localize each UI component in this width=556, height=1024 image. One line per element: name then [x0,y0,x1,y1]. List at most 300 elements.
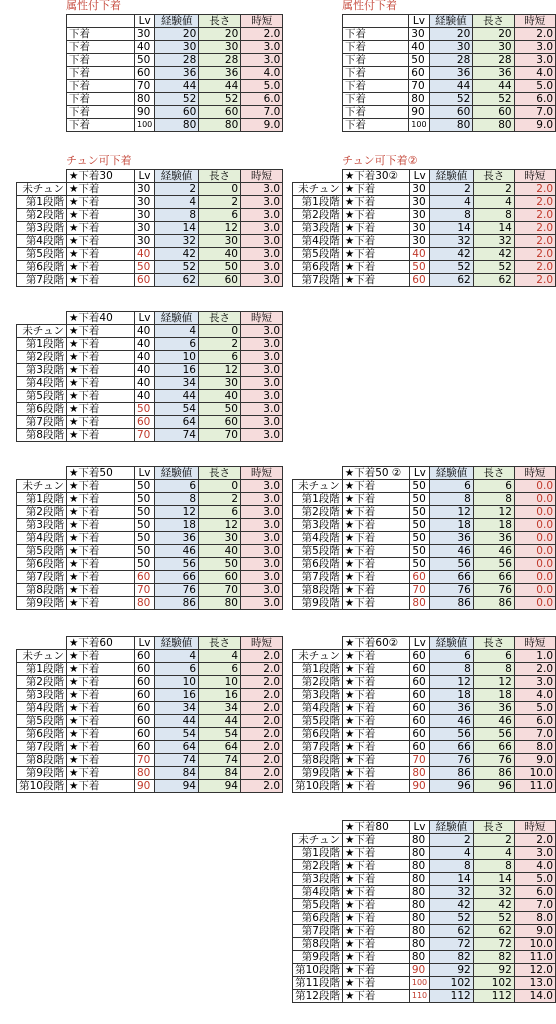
stage-label-cell: 第5段階 [293,899,343,912]
data-table [16,466,283,610]
table-row [293,274,556,287]
exp-cell: 36 [155,67,199,80]
length-cell: 92 [473,964,514,977]
length-cell: 36 [473,67,514,80]
length-cell: 18 [473,519,514,532]
table-row [293,209,556,222]
stage-label-cell: 第1段階 [17,196,67,209]
exp-cell: 94 [155,780,199,793]
exp-cell: 6 [155,663,199,676]
level-cell: 60 [135,689,155,702]
time-cell: 12.0 [514,964,555,977]
exp-cell: 10 [155,676,199,689]
stage-label-cell: 第7段階 [17,741,67,754]
exp-cell: 4 [155,650,199,663]
item-name-cell: ★下着 [67,780,135,793]
header-length: 長さ [473,821,514,834]
header-blank [17,170,67,183]
exp-cell: 30 [155,41,199,54]
length-cell: 54 [199,728,241,741]
stage-label-cell: 第3段階 [293,222,343,235]
item-name-cell: 下着 [67,41,135,54]
data-table [16,311,283,442]
level-cell: 50 [135,493,155,506]
table-row [293,532,556,545]
item-name-cell: ★下着 [67,663,135,676]
length-cell: 12 [473,676,514,689]
level-cell: 60 [410,728,430,741]
length-cell: 4 [473,847,514,860]
header-blank [293,637,343,650]
header-exp: 経験値 [155,637,199,650]
item-name-cell: 下着 [67,80,135,93]
table-row [67,41,283,54]
time-cell: 2.0 [514,248,555,261]
item-name-cell: ★下着 [342,558,410,571]
item-name-cell: 下着 [67,119,135,132]
stage-label-cell: 第2段階 [17,209,67,222]
level-cell: 80 [409,860,429,873]
time-cell: 7.0 [514,728,555,741]
time-cell: 3.0 [241,222,283,235]
header-name: ★下着40 [67,312,135,325]
exp-cell: 60 [429,106,473,119]
level-cell: 70 [410,754,430,767]
item-name-cell: ★下着 [342,847,409,860]
length-cell: 86 [473,767,514,780]
exp-cell: 4 [430,196,474,209]
header-time: 時短 [514,170,555,183]
exp-cell: 28 [155,54,199,67]
table-row [17,780,283,793]
level-cell: 60 [410,571,430,584]
level-cell: 60 [135,676,155,689]
length-cell: 40 [199,390,241,403]
header-name: ★下着80 [342,821,409,834]
table-row [343,106,556,119]
time-cell: 3.0 [241,248,283,261]
table-block-attr-left [66,14,283,132]
length-cell: 28 [473,54,514,67]
time-cell: 3.0 [241,545,283,558]
exp-cell: 18 [430,689,474,702]
exp-cell: 4 [155,196,199,209]
level-cell: 50 [410,558,430,571]
time-cell: 3.0 [241,571,283,584]
stage-label-cell: 第5段階 [293,715,343,728]
table-block-tune60-2 [292,636,556,793]
time-cell: 3.0 [241,183,283,196]
table-row [17,532,283,545]
header-exp: 経験値 [430,637,474,650]
table-block-tune30-2 [292,169,556,287]
table-row [17,377,283,390]
time-cell: 3.0 [241,364,283,377]
stage-label-cell: 未チュン [17,480,67,493]
stage-label-cell: 第6段階 [17,261,67,274]
length-cell: 40 [199,545,241,558]
length-cell: 36 [473,702,514,715]
table-row [17,519,283,532]
table-row [293,689,556,702]
item-name-cell: ★下着 [67,506,135,519]
exp-cell: 86 [155,597,199,610]
level-cell: 110 [409,990,429,1003]
table-row [293,741,556,754]
time-cell: 2.0 [514,222,555,235]
stage-label-cell: 第2段階 [293,676,343,689]
level-cell: 40 [410,248,430,261]
length-cell: 96 [473,780,514,793]
exp-cell: 28 [429,54,473,67]
level-cell: 60 [135,274,155,287]
table-block-tune50 [16,466,283,610]
level-cell: 100 [135,119,155,132]
item-name-cell: 下着 [67,106,135,119]
exp-cell: 8 [430,209,474,222]
header-lv: Lv [410,170,430,183]
time-cell: 0.0 [514,493,555,506]
time-cell: 4.0 [514,860,555,873]
stage-label-cell: 第5段階 [17,545,67,558]
time-cell: 3.0 [241,532,283,545]
item-name-cell: ★下着 [342,886,409,899]
item-name-cell: ★下着 [67,532,135,545]
item-name-cell: ★下着 [342,767,409,780]
length-cell: 66 [473,741,514,754]
item-name-cell: ★下着 [67,274,135,287]
level-cell: 60 [135,728,155,741]
time-cell: 10.0 [514,767,555,780]
stage-label-cell: 第1段階 [17,493,67,506]
time-cell: 3.0 [241,351,283,364]
exp-cell: 8 [430,663,474,676]
stage-label-cell: 第4段階 [17,702,67,715]
stage-label-cell: 第11段階 [293,977,343,990]
length-cell: 8 [473,860,514,873]
stage-label-cell: 未チュン [17,650,67,663]
length-cell: 44 [199,80,241,93]
level-cell: 60 [135,715,155,728]
length-cell: 64 [199,741,241,754]
exp-cell: 12 [155,506,199,519]
level-cell: 40 [135,325,155,338]
item-name-cell: ★下着 [67,767,135,780]
stage-label-cell: 第1段階 [293,847,343,860]
item-name-cell: ★下着 [342,964,409,977]
table-block-tune30 [16,169,283,287]
stage-label-cell: 第7段階 [293,925,343,938]
time-cell: 4.0 [514,67,555,80]
time-cell: 2.0 [241,754,283,767]
time-cell: 0.0 [514,545,555,558]
exp-cell: 6 [155,338,199,351]
table-row [17,261,283,274]
stage-label-cell: 第4段階 [293,702,343,715]
header-time: 時短 [241,312,283,325]
length-cell: 74 [199,754,241,767]
time-cell: 3.0 [241,519,283,532]
header-time: 時短 [514,821,555,834]
level-cell: 50 [135,54,155,67]
length-cell: 8 [473,493,514,506]
stage-label-cell: 第1段階 [293,196,343,209]
level-cell: 80 [409,886,429,899]
length-cell: 4 [199,650,241,663]
time-cell: 0.0 [514,571,555,584]
header-name [67,15,135,28]
header-name: ★下着50 ② [342,467,410,480]
header-length: 長さ [473,170,514,183]
level-cell: 40 [135,338,155,351]
item-name-cell: ★下着 [67,183,135,196]
level-cell: 60 [135,571,155,584]
level-cell: 30 [135,235,155,248]
level-cell: 80 [409,93,429,106]
item-name-cell: ★下着 [67,429,135,442]
exp-cell: 56 [430,558,474,571]
header-exp: 経験値 [429,15,473,28]
header-exp: 経験値 [155,15,199,28]
exp-cell: 42 [430,248,474,261]
length-cell: 60 [199,571,241,584]
level-cell: 50 [410,493,430,506]
item-name-cell: ★下着 [67,480,135,493]
time-cell: 3.0 [241,274,283,287]
stage-label-cell: 第10段階 [293,964,343,977]
length-cell: 62 [473,925,514,938]
stage-label-cell: 第3段階 [293,689,343,702]
time-cell: 2.0 [241,767,283,780]
time-cell: 3.0 [241,493,283,506]
item-name-cell: ★下着 [342,990,409,1003]
level-cell: 50 [135,519,155,532]
time-cell: 11.0 [514,951,555,964]
item-name-cell: ★下着 [67,584,135,597]
item-name-cell: ★下着 [342,715,409,728]
table-header-row [17,637,283,650]
item-name-cell: ★下着 [67,196,135,209]
item-name-cell: ★下着 [342,951,409,964]
item-name-cell: 下着 [343,119,409,132]
length-cell: 70 [199,429,241,442]
item-name-cell: ★下着 [67,390,135,403]
table-row [17,754,283,767]
level-cell: 50 [135,403,155,416]
time-cell: 3.0 [241,480,283,493]
item-name-cell: ★下着 [67,597,135,610]
table-row [17,429,283,442]
data-table [292,169,556,287]
length-cell: 60 [199,416,241,429]
level-cell: 100 [409,977,429,990]
exp-cell: 2 [430,834,474,847]
item-name-cell: ★下着 [67,650,135,663]
table-row [17,571,283,584]
time-cell: 5.0 [514,873,555,886]
length-cell: 12 [199,222,241,235]
exp-cell: 62 [430,925,474,938]
item-name-cell: 下着 [343,80,409,93]
header-blank [293,170,343,183]
stage-label-cell: 第6段階 [17,558,67,571]
length-cell: 0 [199,480,241,493]
time-cell: 3.0 [241,196,283,209]
stage-label-cell: 第2段階 [293,860,343,873]
exp-cell: 32 [430,235,474,248]
length-cell: 6 [199,506,241,519]
length-cell: 42 [473,899,514,912]
stage-label-cell: 第3段階 [293,519,343,532]
item-name-cell: ★下着 [67,571,135,584]
stage-label-cell: 第5段階 [17,715,67,728]
section-title: 属性付下着 [342,0,397,12]
time-cell: 2.0 [514,209,555,222]
level-cell: 40 [135,364,155,377]
stage-label-cell: 第3段階 [17,364,67,377]
time-cell: 9.0 [241,119,283,132]
header-exp: 経験値 [430,821,474,834]
table-header-row [293,467,556,480]
level-cell: 50 [135,480,155,493]
length-cell: 80 [199,597,241,610]
level-cell: 90 [135,780,155,793]
time-cell: 3.0 [241,325,283,338]
table-row [17,493,283,506]
time-cell: 3.0 [241,41,283,54]
length-cell: 62 [473,274,514,287]
stage-label-cell: 未チュン [293,480,343,493]
table-header-row [67,15,283,28]
table-block-tune60 [16,636,283,793]
item-name-cell: 下着 [343,93,409,106]
header-time: 時短 [514,467,555,480]
table-row [293,990,556,1003]
length-cell: 66 [473,571,514,584]
table-row [17,351,283,364]
table-row [67,106,283,119]
length-cell: 8 [473,209,514,222]
item-name-cell: ★下着 [342,754,409,767]
length-cell: 6 [199,209,241,222]
header-time: 時短 [514,637,555,650]
item-name-cell: ★下着 [342,728,409,741]
table-row [67,28,283,41]
exp-cell: 6 [430,480,474,493]
item-name-cell: ★下着 [67,325,135,338]
level-cell: 50 [410,532,430,545]
stage-label-cell: 第8段階 [293,754,343,767]
table-row [17,650,283,663]
level-cell: 30 [410,222,430,235]
length-cell: 32 [473,235,514,248]
item-name-cell: ★下着 [342,689,409,702]
table-row [293,728,556,741]
time-cell: 2.0 [241,702,283,715]
level-cell: 80 [409,925,429,938]
stage-label-cell: 第1段階 [17,338,67,351]
item-name-cell: ★下着 [342,519,410,532]
exp-cell: 32 [155,235,199,248]
length-cell: 28 [199,54,241,67]
stage-label-cell: 第12段階 [293,990,343,1003]
header-lv: Lv [135,170,155,183]
item-name-cell: ★下着 [67,364,135,377]
table-row [293,780,556,793]
table-row [343,41,556,54]
stage-label-cell: 第7段階 [293,571,343,584]
stage-label-cell: 未チュン [293,834,343,847]
table-row [293,834,556,847]
exp-cell: 44 [155,80,199,93]
stage-label-cell: 第3段階 [17,222,67,235]
length-cell: 12 [199,364,241,377]
section-title: チュン可下着 [66,154,132,167]
table-row [17,676,283,689]
time-cell: 3.0 [241,506,283,519]
table-row [293,519,556,532]
section-title: チュン可下着② [342,154,418,167]
table-header-row [17,467,283,480]
item-name-cell: ★下着 [67,741,135,754]
item-name-cell: ★下着 [67,377,135,390]
table-row [293,767,556,780]
item-name-cell: ★下着 [67,209,135,222]
table-block-tune40 [16,311,283,442]
exp-cell: 6 [155,480,199,493]
level-cell: 80 [409,899,429,912]
item-name-cell: 下着 [343,54,409,67]
length-cell: 56 [473,558,514,571]
length-cell: 36 [199,67,241,80]
table-row [293,506,556,519]
header-exp: 経験値 [430,467,474,480]
table-row [293,183,556,196]
stage-label-cell: 第4段階 [17,532,67,545]
stage-label-cell: 第9段階 [17,597,67,610]
item-name-cell: ★下着 [342,899,409,912]
item-name-cell: ★下着 [342,274,409,287]
item-name-cell: ★下着 [342,222,409,235]
time-cell: 2.0 [241,689,283,702]
time-cell: 9.0 [514,754,555,767]
time-cell: 3.0 [241,416,283,429]
header-lv: Lv [135,637,155,650]
stage-label-cell: 第9段階 [17,767,67,780]
time-cell: 2.0 [241,650,283,663]
exp-cell: 56 [155,558,199,571]
length-cell: 52 [473,261,514,274]
header-blank [17,312,67,325]
table-row [293,248,556,261]
item-name-cell: ★下着 [342,183,409,196]
length-cell: 2 [473,183,514,196]
header-name [343,15,409,28]
item-name-cell: ★下着 [342,938,409,951]
data-table [16,169,283,287]
exp-cell: 8 [430,860,474,873]
time-cell: 3.0 [241,377,283,390]
header-time: 時短 [241,637,283,650]
table-row [293,977,556,990]
length-cell: 50 [199,558,241,571]
table-row [17,597,283,610]
level-cell: 30 [135,196,155,209]
header-time: 時短 [514,15,555,28]
time-cell: 2.0 [241,715,283,728]
exp-cell: 54 [155,403,199,416]
length-cell: 56 [473,728,514,741]
